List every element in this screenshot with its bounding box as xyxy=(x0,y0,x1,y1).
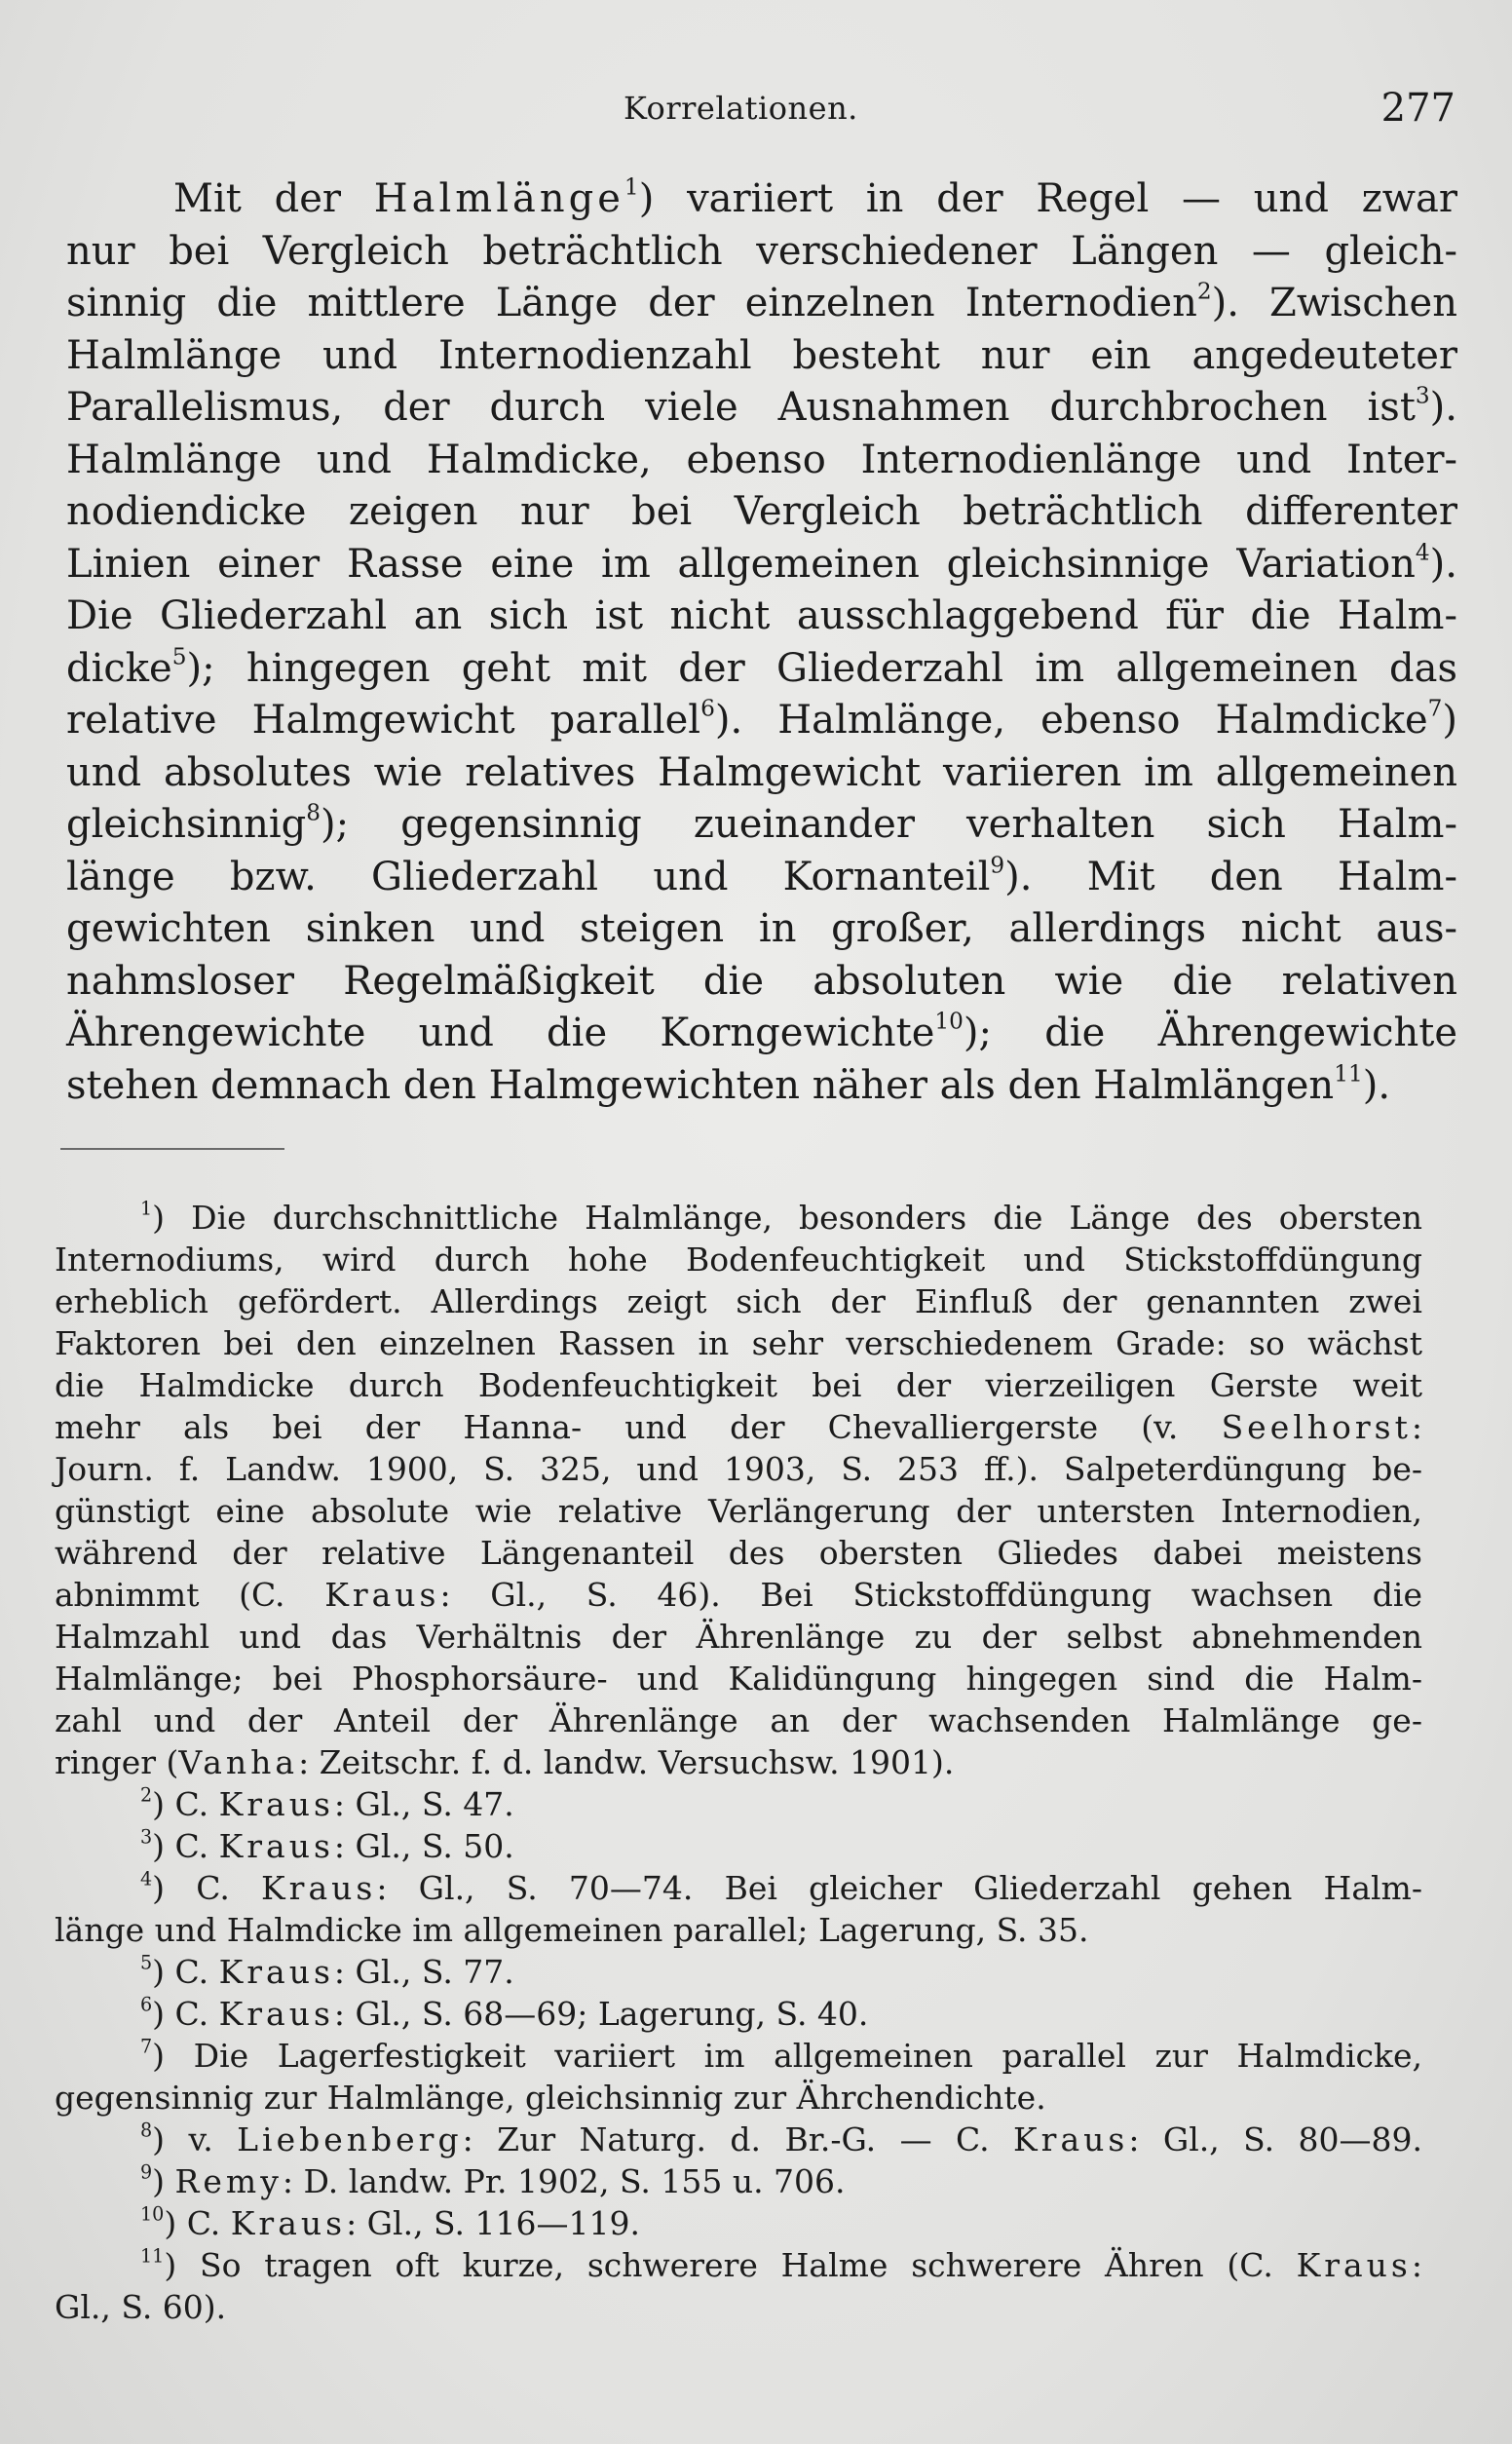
body-line xyxy=(66,435,1457,487)
page-header xyxy=(624,86,1455,134)
spaced-emphasis: Kraus xyxy=(218,1827,334,1865)
text-run: Halmlänge; bei Phosphorsäure- und Kalidüngung hingegen sind die Halm- xyxy=(55,1660,1422,1698)
text-run: : Gl., S. 50. xyxy=(333,1827,514,1865)
text-run: Die Gliederzahl an sich ist nicht ausschlaggebend für die Halm- xyxy=(66,593,1457,638)
text-run: Faktoren bei den einzelnen Rassen in sehr verschiedenem Grade: so wächst xyxy=(55,1324,1422,1362)
text-run: : Zeitschr. f. d. landw. Versuchsw. 1901). xyxy=(298,1743,955,1781)
footnote-ref: 5 xyxy=(171,643,187,670)
text-run: ). xyxy=(1429,541,1457,587)
footnote-line xyxy=(55,1867,1422,1909)
footnote-line xyxy=(55,2119,1422,2160)
footnote-ref: 8 xyxy=(140,2119,153,2142)
footnote-ref: 2 xyxy=(140,1783,153,1807)
footnote-ref: 4 xyxy=(1415,539,1430,566)
footnote-ref: 5 xyxy=(140,1951,153,1974)
footnote-line xyxy=(55,1783,1422,1825)
text-run: gegensinnig zur Halmlänge, gleichsinnig zur Ährchendichte. xyxy=(55,2079,1046,2117)
text-run: ) xyxy=(1442,698,1457,743)
spaced-emphasis: Kraus xyxy=(230,2204,347,2242)
text-run: : xyxy=(1411,2246,1422,2284)
text-run: : Gl., S. 80—89. xyxy=(1128,2120,1422,2158)
text-run: erheblich gefördert. Allerdings zeigt sich der Einfluß der genannten zwei xyxy=(55,1282,1422,1320)
spaced-emphasis: Kraus xyxy=(261,1869,377,1907)
footnote-ref: 3 xyxy=(1415,382,1430,409)
text-run: nur bei Vergleich beträchtlich verschiedener Längen — gleich- xyxy=(66,228,1457,274)
text-run: ) C. xyxy=(152,1869,262,1907)
footnote-ref: 7 xyxy=(1427,695,1443,722)
footnote-ref: 9 xyxy=(140,2160,153,2184)
text-run: relative Halmgewicht parallel xyxy=(66,698,701,743)
text-run: ). Mit den Halm- xyxy=(1004,854,1458,899)
body-line xyxy=(66,330,1457,383)
text-run: : D. landw. Pr. 1902, S. 155 u. 706. xyxy=(282,2162,846,2200)
text-run: ) C. xyxy=(152,1785,219,1823)
footnote-line xyxy=(55,2077,1422,2119)
footnote-separator xyxy=(60,1148,284,1150)
text-run: : xyxy=(1411,1408,1422,1446)
text-run: ) v. xyxy=(152,2120,238,2158)
spaced-emphasis: Kraus xyxy=(1013,2120,1129,2158)
footnote-ref: 8 xyxy=(306,799,321,826)
text-run: ) C. xyxy=(152,1995,219,2033)
spaced-emphasis: Kraus xyxy=(324,1576,440,1614)
footnote-line xyxy=(55,1574,1422,1616)
footnote-ref: 10 xyxy=(934,1008,964,1035)
footnote-ref: 2 xyxy=(1196,278,1212,305)
text-run: Mit der xyxy=(173,176,374,221)
body-line xyxy=(66,173,1457,226)
footnote-line xyxy=(55,1197,1422,1239)
spaced-emphasis: Kraus xyxy=(218,1995,334,2033)
text-run: Halmlänge und Internodienzahl besteht nur ein angedeuteter xyxy=(66,332,1457,378)
footnote-ref: 3 xyxy=(140,1825,153,1849)
body-line xyxy=(66,695,1457,747)
body-line xyxy=(66,956,1457,1009)
body-line xyxy=(66,1060,1457,1113)
footnote-ref: 1 xyxy=(624,173,639,201)
footnote-line xyxy=(55,2244,1422,2286)
text-run: sinnig die mittlere Länge der einzelnen Internodien xyxy=(66,281,1197,325)
text-run: und absolutes wie relatives Halmgewicht variieren im allgemeinen xyxy=(66,749,1457,795)
text-run: ) C. xyxy=(152,1827,219,1865)
footnote-line xyxy=(55,1616,1422,1658)
text-run: gleichsinnig xyxy=(66,802,307,847)
text-run: Parallelismus, der durch viele Ausnahmen durchbrochen ist xyxy=(66,385,1416,430)
body-line xyxy=(66,486,1457,539)
footnote-line xyxy=(55,1239,1422,1280)
footnote-line xyxy=(55,1280,1422,1322)
spaced-emphasis: Kraus xyxy=(1296,2246,1412,2284)
footnote-line xyxy=(55,1406,1422,1448)
footnote-line xyxy=(55,1658,1422,1699)
footnote-ref: 6 xyxy=(700,695,715,722)
text-run: : Gl., S. 77. xyxy=(333,1953,514,1991)
text-run: länge und Halmdicke im allgemeinen parallel; Lagerung, S. 35. xyxy=(55,1911,1089,1949)
text-run: abnimmt (C. xyxy=(55,1576,325,1614)
spaced-emphasis: Remy xyxy=(174,2162,283,2200)
text-run: ). Halmlänge, ebenso Halmdicke xyxy=(714,698,1428,743)
spaced-emphasis: Halmlänge xyxy=(373,176,624,221)
spaced-emphasis: Kraus xyxy=(218,1953,334,1991)
text-run: : Gl., S. 46). Bei Stickstoffdüngung wachsen die xyxy=(439,1576,1422,1614)
footnote-line xyxy=(55,1993,1422,2035)
text-run: ) Die Lagerfestigkeit variiert im allgemeinen parallel zur Halmdicke, xyxy=(152,2037,1422,2075)
text-run: ); die Ährengewichte xyxy=(963,1011,1457,1055)
text-run: ) variiert in der Regel — und zwar xyxy=(638,176,1457,221)
body-paragraph xyxy=(66,173,1457,1112)
footnote-line xyxy=(55,1322,1422,1364)
text-run: stehen demnach den Halmgewichten näher als den Halmlängen xyxy=(66,1062,1335,1108)
text-run: : Gl., S. 70—74. Bei gleicher Gliederzahl gehen Halm- xyxy=(376,1869,1422,1907)
text-run: ringer ( xyxy=(55,1743,179,1781)
spaced-emphasis: Liebenberg xyxy=(237,2120,463,2158)
body-line xyxy=(66,799,1457,852)
body-line xyxy=(66,591,1457,643)
footnote-ref: 11 xyxy=(140,2244,165,2268)
footnote-line xyxy=(55,2160,1422,2202)
footnote-line xyxy=(55,2035,1422,2077)
text-run: ) Die durchschnittliche Halmlänge, besonders die Länge des obersten xyxy=(152,1199,1422,1237)
footnote-ref: 1 xyxy=(140,1197,153,1220)
text-run: Journ. f. Landw. 1900, S. 325, und 1903, S. 253 ff.). Salpeterdüngung be- xyxy=(55,1450,1422,1488)
text-run: ); hingegen geht mit der Gliederzahl im allgemeinen das xyxy=(186,645,1457,691)
text-run: mehr als bei der Hanna- und der Chevalliergerste (v. xyxy=(55,1408,1222,1446)
footnote-line xyxy=(55,1951,1422,1993)
footnote-line xyxy=(55,2286,1422,2328)
body-line xyxy=(66,747,1457,800)
text-run: die Halmdicke durch Bodenfeuchtigkeit bei der vierzeiligen Gerste weit xyxy=(55,1366,1422,1404)
footnote-line xyxy=(55,2202,1422,2244)
text-run: ); gegensinnig zueinander verhalten sich Halm- xyxy=(321,802,1457,847)
text-run: gewichten sinken und steigen in großer, allerdings nicht aus- xyxy=(66,906,1457,951)
spaced-emphasis: Vanha xyxy=(178,1743,299,1781)
text-run: ). Zwischen xyxy=(1211,281,1457,325)
text-run: Internodiums, wird durch hohe Bodenfeuchtigkeit und Stickstoffdüngung xyxy=(55,1241,1422,1279)
running-title: Korrelationen. xyxy=(624,90,858,127)
body-line xyxy=(66,852,1457,904)
body-line xyxy=(66,903,1457,956)
text-run: : Gl., S. 47. xyxy=(333,1785,514,1823)
page-number: 277 xyxy=(1380,86,1455,131)
text-run: ). xyxy=(1362,1062,1391,1108)
text-run: Gl., S. 60). xyxy=(55,2288,227,2326)
body-line xyxy=(66,643,1457,696)
footnote-ref: 9 xyxy=(990,852,1005,879)
text-run: zahl und der Anteil der Ährenlänge an der wachsenden Halmlänge ge- xyxy=(55,1701,1422,1739)
footnote-line xyxy=(55,1909,1422,1951)
text-run: nahmsloser Regelmäßigkeit die absoluten wie die relativen xyxy=(66,958,1457,1004)
body-line xyxy=(66,382,1457,435)
text-run: ). xyxy=(1429,385,1457,430)
text-run: ) C. xyxy=(164,2204,231,2242)
footnote-line xyxy=(55,1699,1422,1741)
footnote-ref: 7 xyxy=(140,2035,153,2058)
spaced-emphasis: Kraus xyxy=(218,1785,334,1823)
text-run: ) So tragen oft kurze, schwerere Halme schwerere Ähren (C. xyxy=(164,2246,1297,2284)
text-run: nodiendicke zeigen nur bei Vergleich beträchtlich differenter xyxy=(66,489,1457,534)
footnote-line xyxy=(55,1741,1422,1783)
body-line xyxy=(66,278,1457,330)
footnote-ref: 4 xyxy=(140,1867,153,1890)
footnote-line xyxy=(55,1532,1422,1574)
footnote-ref: 11 xyxy=(1334,1060,1363,1088)
footnote-ref: 6 xyxy=(140,1993,153,2016)
body-line xyxy=(66,1008,1457,1060)
text-run: Linien einer Rasse eine im allgemeinen gleichsinnige Variation xyxy=(66,541,1416,587)
body-line xyxy=(66,226,1457,279)
body-line xyxy=(66,539,1457,592)
text-run: ) xyxy=(152,2162,175,2200)
footnote-line xyxy=(55,1364,1422,1406)
text-run: dicke xyxy=(66,645,172,691)
text-run: ) C. xyxy=(152,1953,219,1991)
footnote-line xyxy=(55,1825,1422,1867)
footnote-line xyxy=(55,1448,1422,1490)
text-run: länge bzw. Gliederzahl und Kornanteil xyxy=(66,854,991,899)
text-run: günstigt eine absolute wie relative Verlängerung der untersten Internodien, xyxy=(55,1492,1422,1530)
text-run: Halmlänge und Halmdicke, ebenso Internodienlänge und Inter- xyxy=(66,437,1457,482)
text-run: : Zur Naturg. d. Br.-G. — C. xyxy=(462,2120,1014,2158)
text-run: Halmzahl und das Verhältnis der Ährenlänge zu der selbst abnehmenden xyxy=(55,1618,1422,1656)
text-run: : Gl., S. 116—119. xyxy=(346,2204,640,2242)
footnote-ref: 10 xyxy=(140,2202,165,2226)
text-run: : Gl., S. 68—69; Lagerung, S. 40. xyxy=(333,1995,869,2033)
spaced-emphasis: Seelhorst xyxy=(1221,1408,1412,1446)
text-run: während der relative Längenanteil des obersten Gliedes dabei meistens xyxy=(55,1534,1422,1572)
footnote-line xyxy=(55,1490,1422,1532)
footnotes xyxy=(55,1197,1422,2328)
text-run: Ährengewichte und die Korngewichte xyxy=(66,1011,935,1055)
